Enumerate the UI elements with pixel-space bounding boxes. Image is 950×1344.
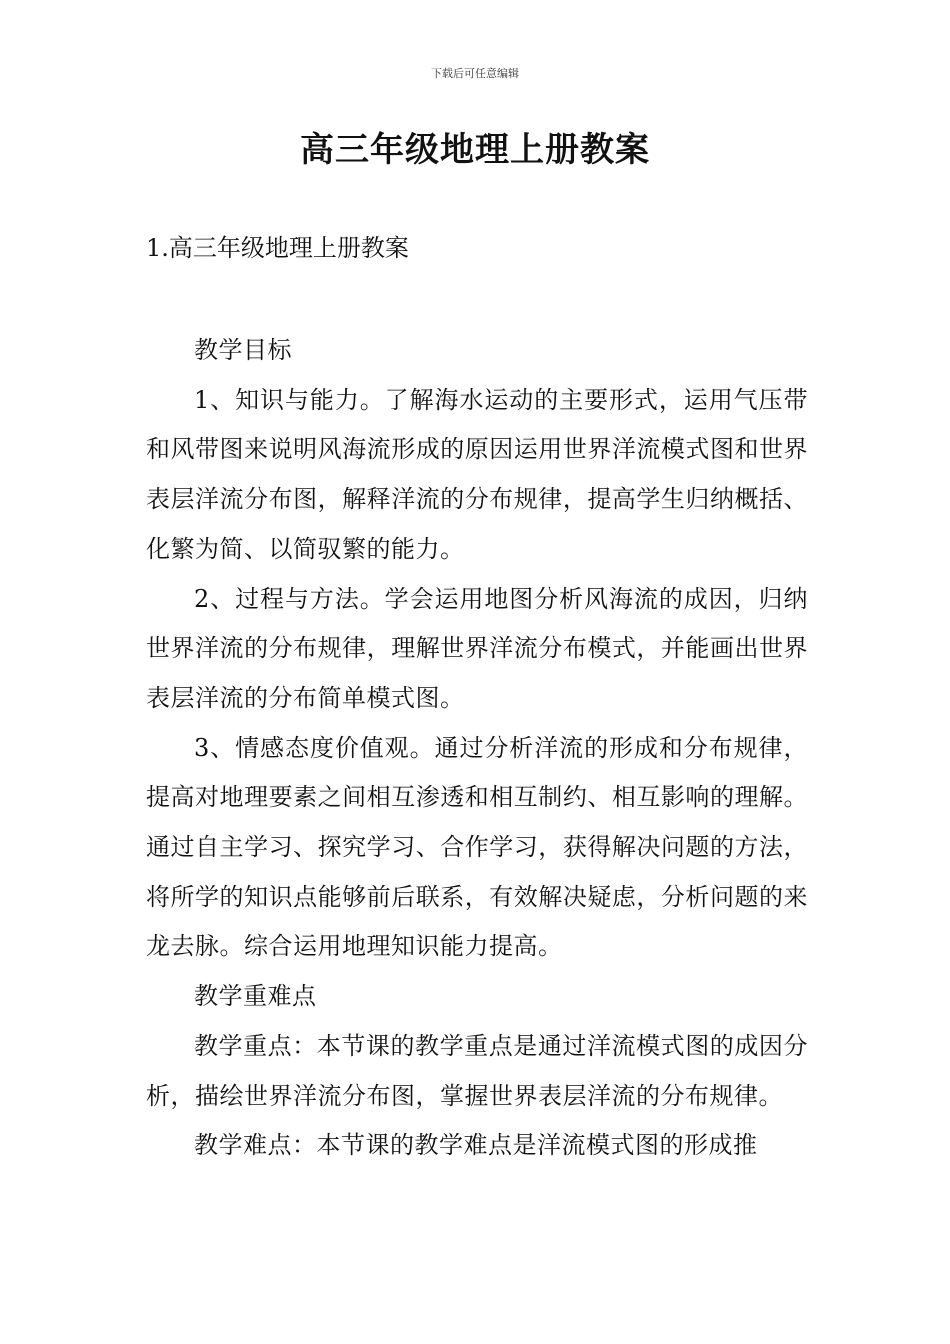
header-note: 下载后可任意编辑 bbox=[431, 67, 519, 80]
paragraph-emotion-values: 3、情感态度价值观。通过分析洋流的形成和分布规律，提高对地理要素之间相互渗透和相互制约、相互影响的理解。通过自主学习、探究学习、合作学习，获得解决问题的方法，将所学的知识点能够前后联系，有效解决疑虑，分析问题的来龙去脉。综合运用地理知识能力提高。 bbox=[146, 733, 808, 961]
paragraph-teaching-goals-heading: 教学目标 bbox=[194, 336, 292, 364]
paragraph-knowledge-ability: 1、知识与能力。了解海水运动的主要形式，运用气压带和风带图来说明风海流形成的原因运用世界洋流模式图和世界表层洋流分布图，解释洋流的分布规律，提高学生归纳概括、化繁为简、以简驭繁的能力。 bbox=[146, 385, 808, 563]
paragraph-key-difficult-heading: 教学重难点 bbox=[194, 982, 317, 1011]
section-heading: 1.高三年级地理上册教案 bbox=[146, 234, 409, 262]
body-text bbox=[146, 326, 808, 1171]
paragraph-key-points: 教学重点：本节课的教学重点是通过洋流模式图的成因分析，描绘世界洋流分布图，掌握世界表层洋流的分布规律。 bbox=[146, 1031, 808, 1110]
paragraph-difficult-points: 教学难点：本节课的教学难点是洋流模式图的形成推 bbox=[194, 1131, 758, 1160]
document-title: 高三年级地理上册教案 bbox=[300, 130, 650, 170]
paragraph-process-method: 2、过程与方法。学会运用地图分析风海流的成因，归纳世界洋流的分布规律，理解世界洋流分布模式，并能画出世界表层洋流的分布简单模式图。 bbox=[146, 584, 808, 712]
